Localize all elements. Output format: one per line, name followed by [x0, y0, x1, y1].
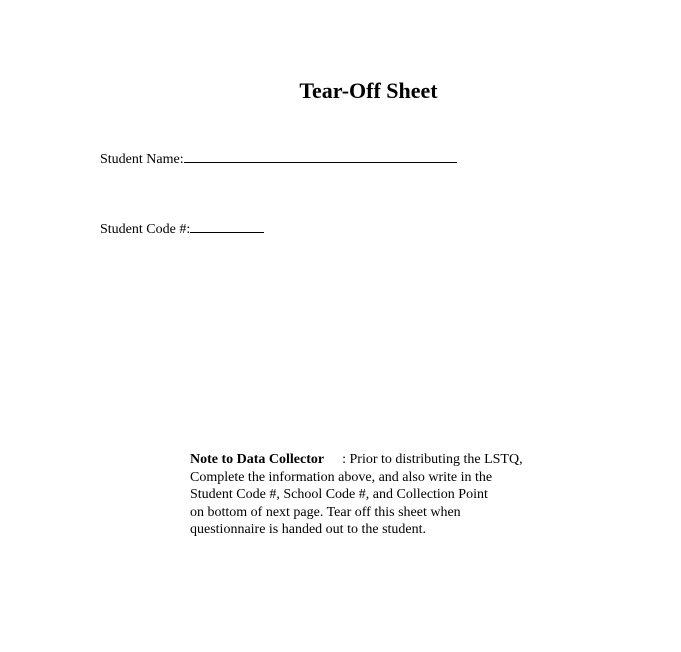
note-text-1: : Prior to distributing the LSTQ, — [342, 452, 523, 467]
note-line-1 — [190, 451, 560, 469]
note-line-4: on bottom of next page. Tear off this sheet when — [190, 504, 461, 520]
student-name-field — [100, 150, 457, 168]
student-code-label: Student Code #: — [100, 222, 191, 237]
student-name-blank[interactable] — [184, 150, 457, 163]
note-heading: Note to Data Collector — [190, 452, 325, 467]
data-collector-note — [190, 451, 560, 539]
page-title: Tear-Off Sheet — [299, 78, 438, 103]
note-line-2: Complete the information above, and also write in the — [190, 469, 493, 485]
student-code-field — [100, 220, 264, 238]
student-name-label: Student Name: — [100, 152, 184, 167]
note-line-3: Student Code #, School Code #, and Collection Point — [190, 487, 488, 502]
student-code-blank[interactable] — [190, 220, 264, 233]
note-line-5: questionnaire is handed out to the student. — [190, 522, 427, 537]
